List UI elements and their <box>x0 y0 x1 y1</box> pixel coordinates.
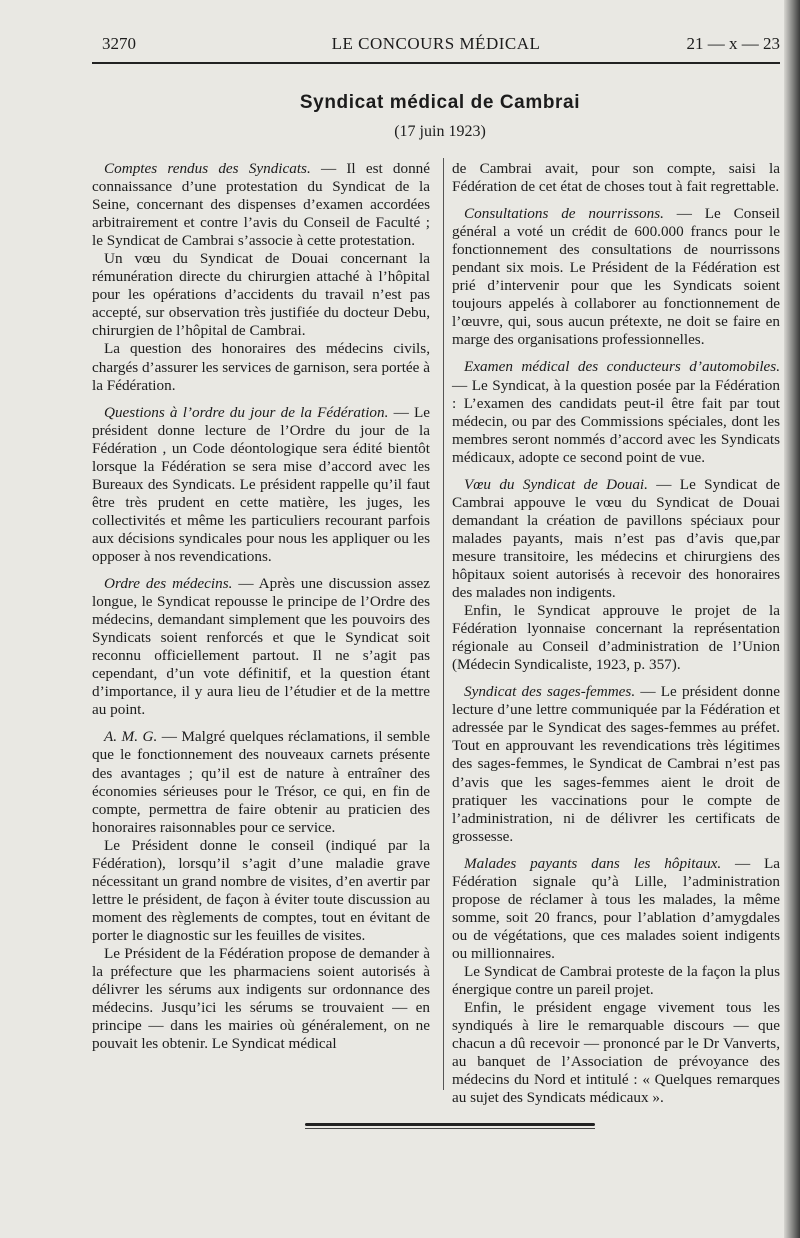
paragraph <box>92 945 430 1053</box>
paragraph <box>452 205 780 349</box>
page-edge-shadow <box>784 0 800 1238</box>
section-heading: Comptes rendus des Syndicats. <box>104 160 311 177</box>
running-header <box>92 34 780 56</box>
paragraph <box>452 963 780 999</box>
section-heading: Malades payants dans les hôpitaux. <box>464 854 722 872</box>
paragraph <box>452 999 780 1107</box>
paragraph-text: Le Président donne le conseil (indiqué par la Fédération), lorsqu’il s’agit d’une maladie grave nécessitant un grand nombre de visites, d’en avertir par lettre le président, de façon à éviter toute discussion au moment des règlements de comptes, tout en évitant de porter le diagnostic sur les feuilles de visites. <box>92 836 430 944</box>
paragraph <box>92 837 430 945</box>
section-heading: Questions à l’ordre du jour de la Fédération. <box>104 403 389 421</box>
column-divider <box>443 158 444 1090</box>
paragraph <box>92 250 430 340</box>
paragraph <box>92 404 430 566</box>
paragraph <box>452 855 780 963</box>
paragraph <box>452 160 780 196</box>
paragraph-text: — La Fédération signale qu’à Lille, l’administration propose de réclamer à tous les malades, la même somme, soit 20 francs, pour l’ablation d’amygdales ou de végétations, que ces malades soient indigents ou millionnaires. <box>452 854 780 962</box>
left-column <box>92 160 430 1053</box>
paragraph-text: Enfin, le président engage vivement tous les syndiqués à lire le remarquable discours — que chacun a dû recevoir — prononcé par le Dr Vanverts, au banquet de l’Association de prévoyance des médecins du Nord et intitulé : « Quelques remarques au sujet des Syndicats médicaux ». <box>452 999 780 1107</box>
paragraph-text: — Malgré quelques réclamations, il semble que le fonctionnement des nouveaux carnets présente des avantages ; qu’il est de nature à entraîner des économies sérieuses pour le Trésor, ce qui, en fin de compte, permettra de faire obtenir au praticien des honoraires raisonnables pour ce service. <box>92 728 430 836</box>
paragraph <box>92 728 430 836</box>
paragraph-text: de Cambrai avait, pour son compte, saisi la Fédération de cet état de choses tout à fait regrettable. <box>452 160 780 196</box>
article-title: Syndicat médical de Cambrai <box>299 92 581 113</box>
paragraph-text: La question des honoraires des médecins civils, chargés d’assurer les services de garnison, sera portée à la Fédération. <box>92 340 430 394</box>
paragraph-text: Le Président de la Fédération propose de demander à la préfecture que les pharmaciens soient autorisés à délivrer les sérums aux indigents sur ordonnance des médecins. Jusqu’ici les sérums se trouvaient — en principe — dans les mairies où généralement, on ne pouvait les obtenir. Le Syndicat médical <box>92 944 430 1053</box>
paragraph <box>452 476 780 602</box>
paragraph-text: — Après une discussion assez longue, le Syndicat repousse le principe de l’Ordre des médecins, demandant simplement que les pouvoirs des Syndicats soient renforcés et que le Syndicat soit reconnu officiellement partout. Il ne s’agit pas cependant, d’un vote définitif, et la question étant d’importance, il y aura lieu de l’étudier et de la mettre au point. <box>92 575 430 719</box>
right-column <box>452 160 780 1107</box>
issue-date: 21 — x — 23 <box>686 34 780 53</box>
section-heading: Examen médical des conducteurs d’automobiles. <box>464 358 780 376</box>
journal-title: LE CONCOURS MÉDICAL <box>331 34 541 53</box>
section-heading: Ordre des médecins. <box>104 575 233 593</box>
section-heading: Syndicat des sages-femmes. <box>464 683 636 701</box>
paragraph-text: — Le Syndicat de Cambrai appouve le vœu du Syndicat de Douai demandant la création de pavillons spéciaux pour malades payants, mais n’est pas d’avis que,par mesure transitoire, les médecins et chirurgiens des hôpitaux soient autorisés à recevoir des honoraires des malades non indigents. <box>452 475 780 602</box>
end-rule <box>305 1123 595 1126</box>
paragraph-text: — Le Syndicat, à la question posée par la Fédération : L’examen des candidats peut-il être fait par tout médecin, ou par des Commissions spéciales, dont les membres seront nommés d’accord avec les Syndicats médicaux, adopte ce second point de vue. <box>452 376 780 466</box>
article-date: (17 juin 1923) <box>394 123 486 140</box>
section-heading: A. M. G. <box>104 728 158 746</box>
paragraph <box>452 358 780 466</box>
paragraph-text: — Il est donné connaissance d’une protestation du Syndicat de la Seine, concernant des dispenses d’examen accordées arbitrairement et contre l’avis du Conseil de Faculté ; le Syndicat de Cambrai s’associe à cette protestation. <box>92 160 431 250</box>
paragraph-text: Enfin, le Syndicat approuve le projet de la Fédération lyonnaise concernant la représentation régionale au Conseil d’administration de l’Union (Médecin Syndicaliste, 1923, p. 357). <box>452 602 780 674</box>
paragraph <box>92 340 430 394</box>
paragraph-text: Le Syndicat de Cambrai proteste de la façon la plus énergique contre un pareil projet. <box>452 962 780 999</box>
paragraph <box>452 602 780 674</box>
paragraph <box>92 575 430 719</box>
paragraph <box>452 683 780 845</box>
paragraph <box>92 160 430 250</box>
section-heading: Vœu du Syndicat de Douai. <box>464 475 648 493</box>
section-heading: Consultations de nourrissons. <box>464 205 664 223</box>
paragraph-text: Un vœu du Syndicat de Douai concernant la rémunération directe du chirurgien attaché à l’hôpital pour les opérations d’accidents du travail n’est pas accepté, sur observation très justifiée du docteur Debu, chirurgien de l’hôpital de Cambrai. <box>92 250 430 340</box>
header-rule <box>92 62 780 64</box>
page-number: 3270 <box>102 34 136 53</box>
paragraph-text: — Le président donne lecture d’une lettre communiquée par la Fédération et adressée par le Syndicat des sages-femmes au préfet. Tout en approuvant les revendications très légitimes des sages-femmes, le Syndicat de Cambrai n’est pas d’avis que les sages-femmes aient le droit de pratiquer les vaccinations pour le compte de l’administration, ni de délivrer les certificats de grossesse. <box>452 683 780 845</box>
paragraph-text: — Le président donne lecture de l’Ordre du jour de la Fédération , un Code déontologique sera édité bientôt lorsque la Fédération se sera mise d’accord avec les Bureaux des Syndicats. Le président rappelle qu’il faut être très prudent en cette matière, les juges, les collectivités et même les particuliers recourant parfois aux décisions syndicales pour nous les appliquer ou les opposer à nos revendications. <box>92 403 430 565</box>
paragraph-text: — Le Conseil général a voté un crédit de 600.000 francs pour le fonctionnement des consultations de nourrissons pendant six mois. Le Président de la Fédération est prié d’intervenir pour que les Syndicats soient toujours appelés à collaborer au fonctionnement de l’œuvre, qui, sous aucun prétexte, ne doit se faire en marge des organisations professionnelles. <box>452 205 781 349</box>
